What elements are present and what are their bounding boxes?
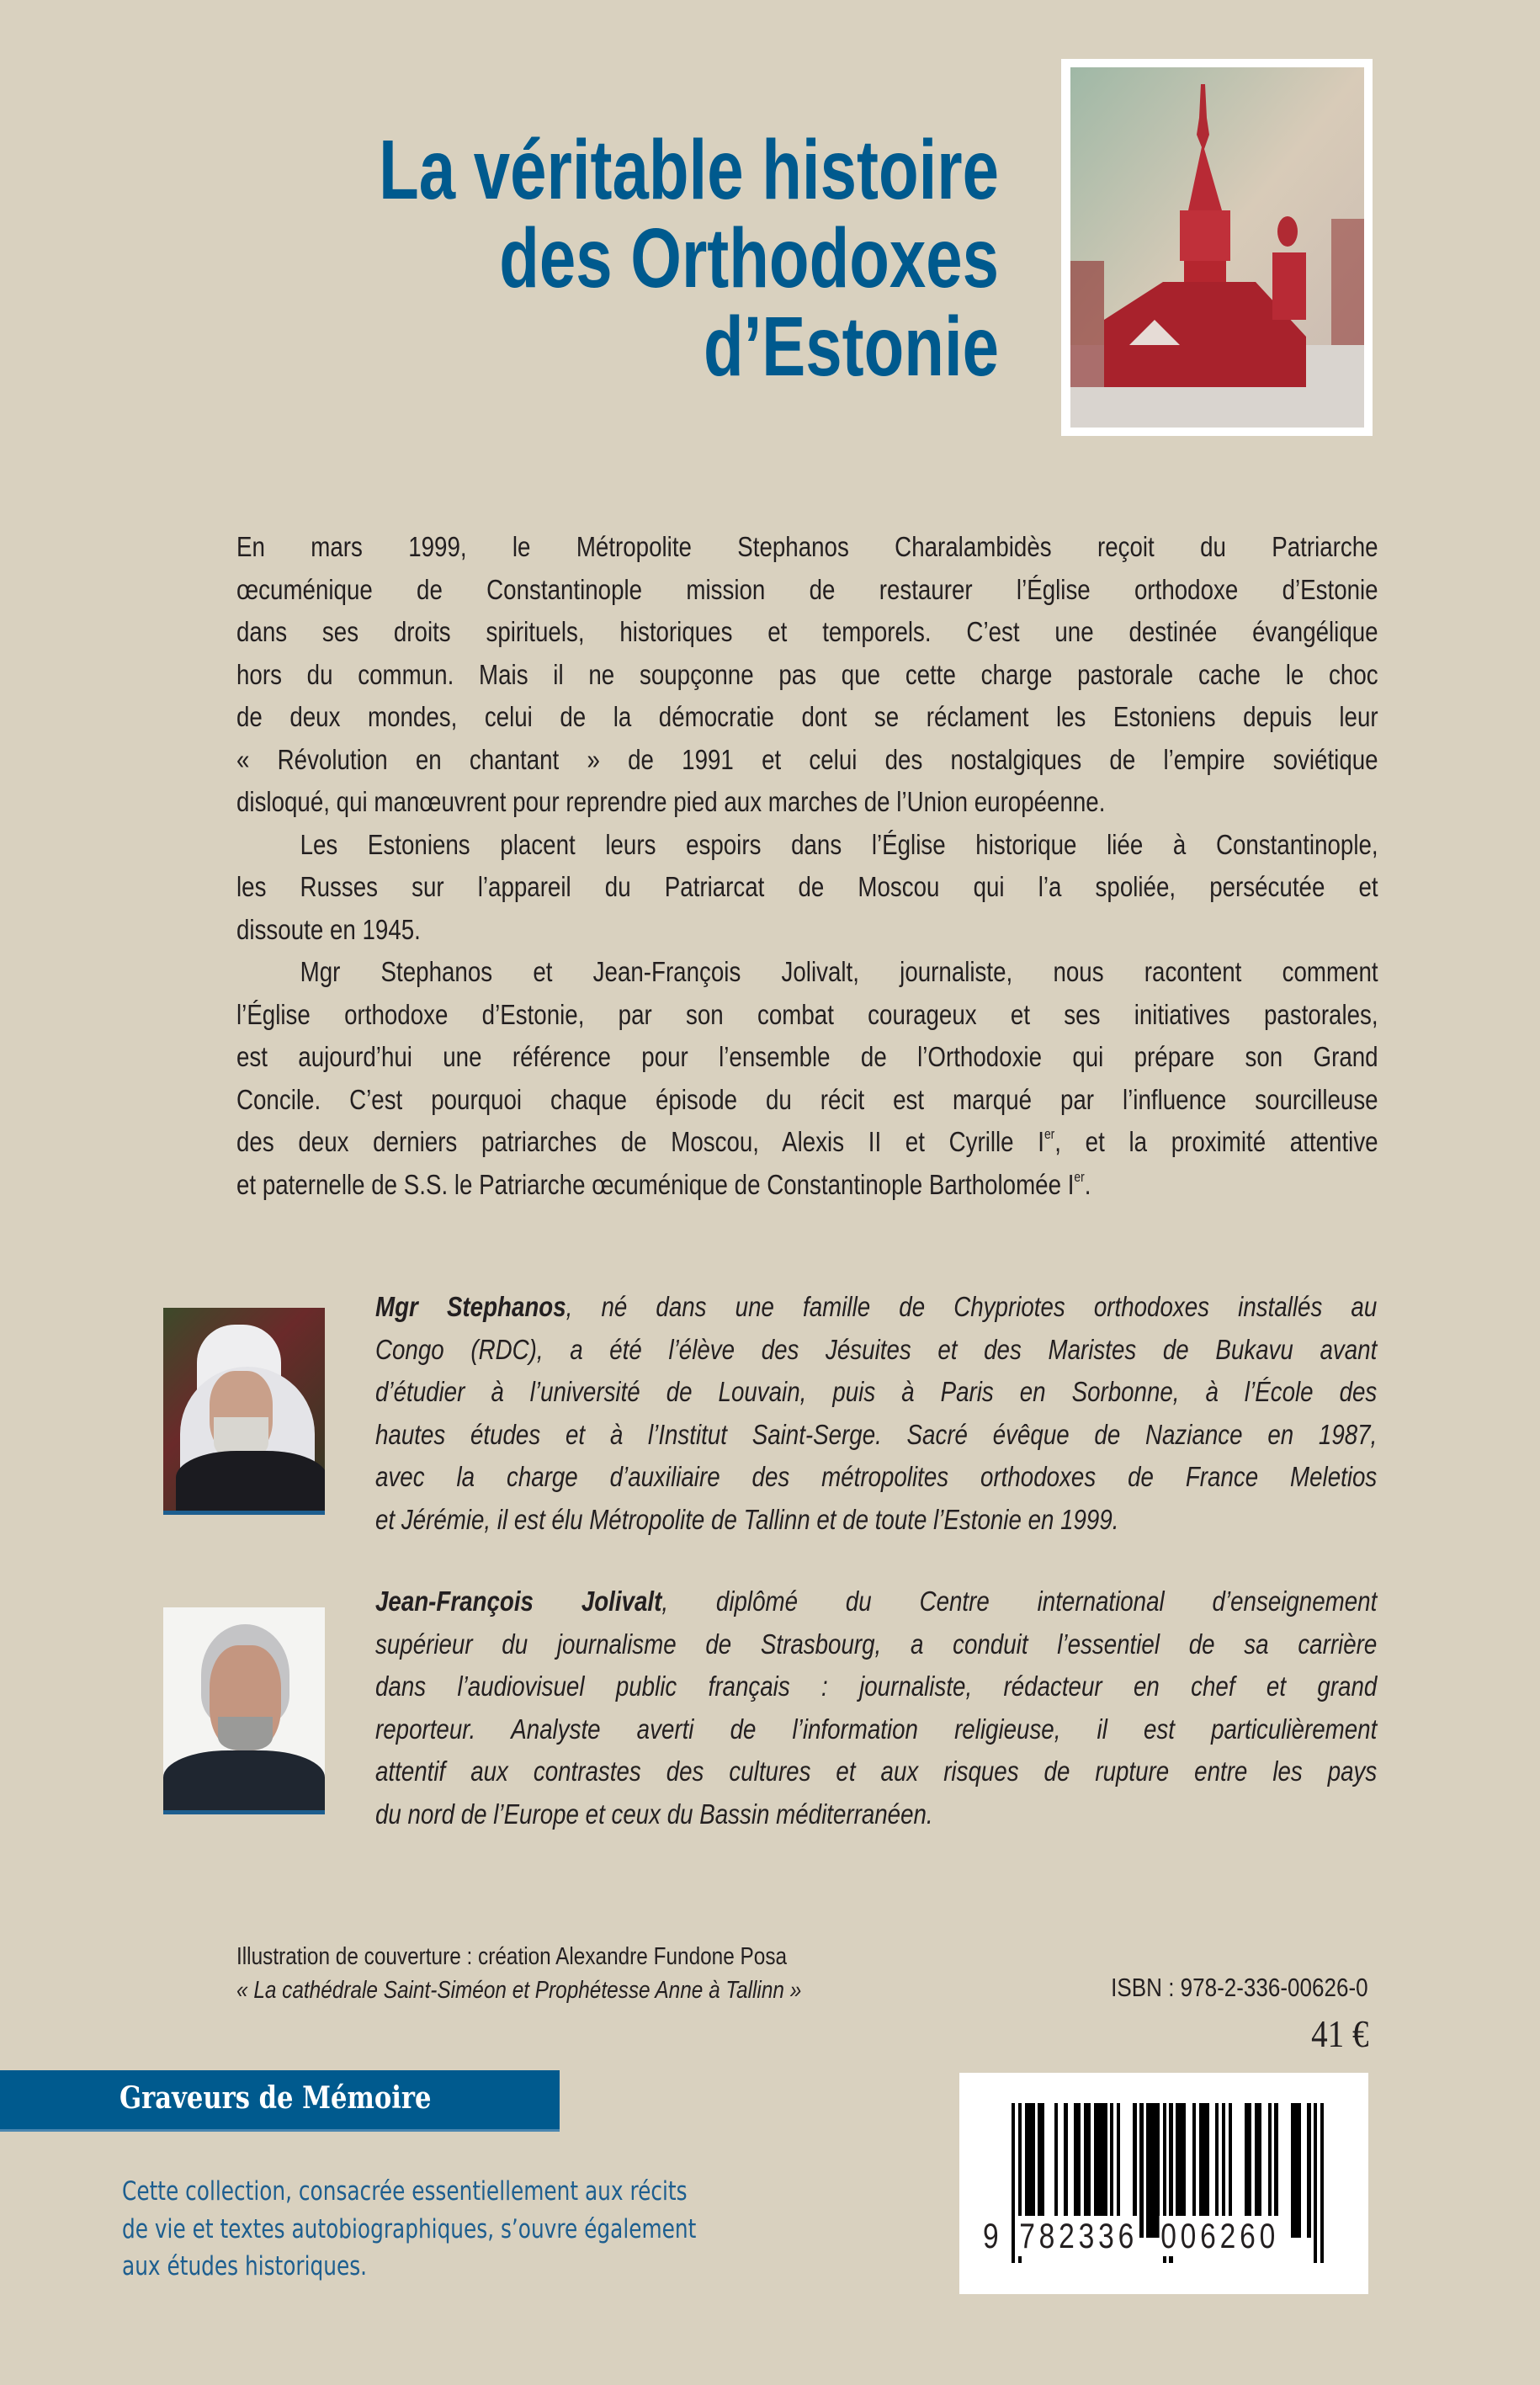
description-line (236, 909, 1378, 952)
description-text (236, 526, 1378, 1206)
description-line (236, 526, 1378, 569)
description-line (236, 824, 1378, 867)
bio-line (375, 1708, 1377, 1751)
bio-line (375, 1286, 1377, 1329)
collection-line: de vie et textes autobiographiques, s’ouvre également (122, 2213, 697, 2244)
line-text: , et la proximité attentive (1054, 1126, 1378, 1157)
description-line (236, 696, 1378, 739)
superscript: er (1074, 1169, 1085, 1185)
bio-text: dans l’audiovisuel public français : journaliste, rédacteur en chef et grand (375, 1671, 1378, 1702)
barcode-bar (1314, 2103, 1317, 2263)
author-name: Jean-François Jolivalt (375, 1586, 662, 1617)
bio-text: d’étudier à l’université de Louvain, puis à Paris en Sorbonne, à l’École des (375, 1376, 1378, 1408)
line-text: et paternelle de S.S. le Patriarche œcuménique de Constantinople Bartholomée I (236, 1168, 1075, 1200)
line-text: dissoute en 1945. (236, 913, 421, 945)
title-line: La véritable histoire (379, 123, 999, 217)
author-bio-jolivalt (375, 1580, 1377, 1836)
bio-text: supérieur du journalisme de Strasbourg, a conduit l’essentiel de sa carrière (375, 1628, 1378, 1660)
collection-line: aux études historiques. (122, 2251, 368, 2281)
collection-name: Graveurs de Mémoire (119, 2080, 432, 2116)
description-line (236, 1036, 1378, 1079)
bio-line (375, 1499, 1377, 1542)
bio-text: du nord de l’Europe et ceux du Bassin méditerranéen. (375, 1798, 933, 1830)
barcode-bar (1012, 2103, 1015, 2263)
description-line (236, 994, 1378, 1037)
line-text: Concile. C’est pourquoi chaque épisode du récit est marqué par l’influence sourcilleuse (236, 1083, 1378, 1115)
author-name: Mgr Stephanos (375, 1291, 566, 1322)
bio-line (375, 1793, 1377, 1836)
line-text: dans ses droits spirituels, historiques et temporels. C’est une destinée évangélique (236, 616, 1378, 647)
illustration-credit (236, 1940, 801, 2007)
bio-line (375, 1580, 1377, 1623)
line-text: l’Église orthodoxe d’Estonie, par son combat courageux et ses initiatives pastorales, (236, 998, 1378, 1030)
description-line (236, 611, 1378, 654)
superscript: er (1043, 1127, 1055, 1143)
description-line (236, 866, 1378, 909)
bio-text: Congo (RDC), a été l’élève des Jésuites et des Maristes de Bukavu avant (375, 1333, 1378, 1365)
line-text: œcuménique de Constantinople mission de restaurer l’Église orthodoxe d’Estonie (236, 573, 1378, 605)
bio-text: attentif aux contrastes des cultures et aux risques de rupture entre les pays (375, 1756, 1378, 1787)
description-line (236, 1121, 1378, 1164)
book-title (80, 123, 999, 394)
line-text: Mgr Stephanos et Jean-François Jolivalt, journaliste, nous racontent comment (300, 956, 1378, 987)
barcode-first-digit: 9 (983, 2216, 1003, 2255)
line-text: de deux mondes, celui de la démocratie dont se réclament les Estoniens depuis leur (236, 701, 1378, 732)
bio-line (375, 1371, 1377, 1414)
description-line (236, 739, 1378, 782)
collection-band (0, 2070, 560, 2132)
author-photo-jolivalt (163, 1607, 325, 1814)
barcode (959, 2073, 1368, 2294)
bio-text: hautes études et à l’Institut Saint-Serge. Sacré évêque de Naziance en 1987, (375, 1418, 1378, 1450)
bio-text: reporteur. Analyste averti de l’information religieuse, il est particulièrement (375, 1713, 1378, 1745)
credit-line: Illustration de couverture : création Alexandre Fundone Posa (236, 1943, 788, 1970)
barcode-bar (1139, 2103, 1143, 2238)
bio-text: , né dans une famille de Chypriotes orthodoxes installés au (566, 1291, 1378, 1322)
line-text: Les Estoniens placent leurs espoirs dans l’Église historique liée à Constantinople, (300, 828, 1378, 860)
description-line (236, 654, 1378, 697)
credit-artwork-title: « La cathédrale Saint-Siméon et Prophétesse Anne à Tallinn » (236, 1977, 802, 2004)
cover-illustration (1061, 59, 1373, 436)
bio-line (375, 1665, 1377, 1708)
cathedral-image (1070, 67, 1364, 428)
bio-line (375, 1456, 1377, 1499)
collection-description (122, 2173, 696, 2286)
line-text: hors du commun. Mais il ne soupçonne pas que cette charge pastorale cache le choc (236, 658, 1378, 690)
bio-line (375, 1329, 1377, 1372)
line-text: En mars 1999, le Métropolite Stephanos Charalambidès reçoit du Patriarche (236, 531, 1378, 562)
title-line: des Orthodoxes (499, 211, 999, 305)
description-line (236, 951, 1378, 994)
author-bio-stephanos (375, 1286, 1377, 1542)
bio-text: et Jérémie, il est élu Métropolite de Tallinn et de toute l’Estonie en 1999. (375, 1503, 1119, 1535)
description-line (236, 1079, 1378, 1122)
barcode-bar (1298, 2103, 1301, 2238)
bio-text: avec la charge d’auxiliaire des métropolites orthodoxes de France Meletios (375, 1461, 1378, 1493)
description-line (236, 569, 1378, 612)
title-line: d’Estonie (703, 300, 999, 394)
description-line (236, 781, 1378, 824)
bio-line (375, 1750, 1377, 1793)
author-photo-stephanos (163, 1308, 325, 1515)
bio-text: , diplômé du Centre international d’enseignement (661, 1586, 1378, 1617)
line-text: . (1084, 1168, 1091, 1200)
collection-line: Cette collection, consacrée essentiellement aux récits (122, 2176, 688, 2207)
line-text: les Russes sur l’appareil du Patriarcat de Moscou qui l’a spoliée, persécutée et (236, 871, 1378, 902)
barcode-right-digits: 006260 (1160, 2216, 1280, 2255)
description-line (236, 1164, 1378, 1207)
isbn: ISBN : 978-2-336-00626-0 (1111, 1973, 1368, 2002)
barcode-left-digits: 782336 (1019, 2216, 1139, 2255)
line-text: des deux derniers patriarches de Moscou, Alexis II et Cyrille I (236, 1126, 1044, 1157)
barcode-bar (1307, 2103, 1310, 2238)
price: 41 € (1310, 2012, 1368, 2055)
bio-line (375, 1623, 1377, 1666)
line-text: « Révolution en chantant » de 1991 et celui des nostalgiques de l’empire soviétique (236, 743, 1378, 775)
barcode-bar (1320, 2103, 1324, 2263)
line-text: est aujourd’hui une référence pour l’ensemble de l’Orthodoxie qui prépare son Grand (236, 1041, 1378, 1072)
line-text: disloqué, qui manœuvrent pour reprendre pied aux marches de l’Union européenne. (236, 786, 1106, 817)
bio-line (375, 1414, 1377, 1457)
